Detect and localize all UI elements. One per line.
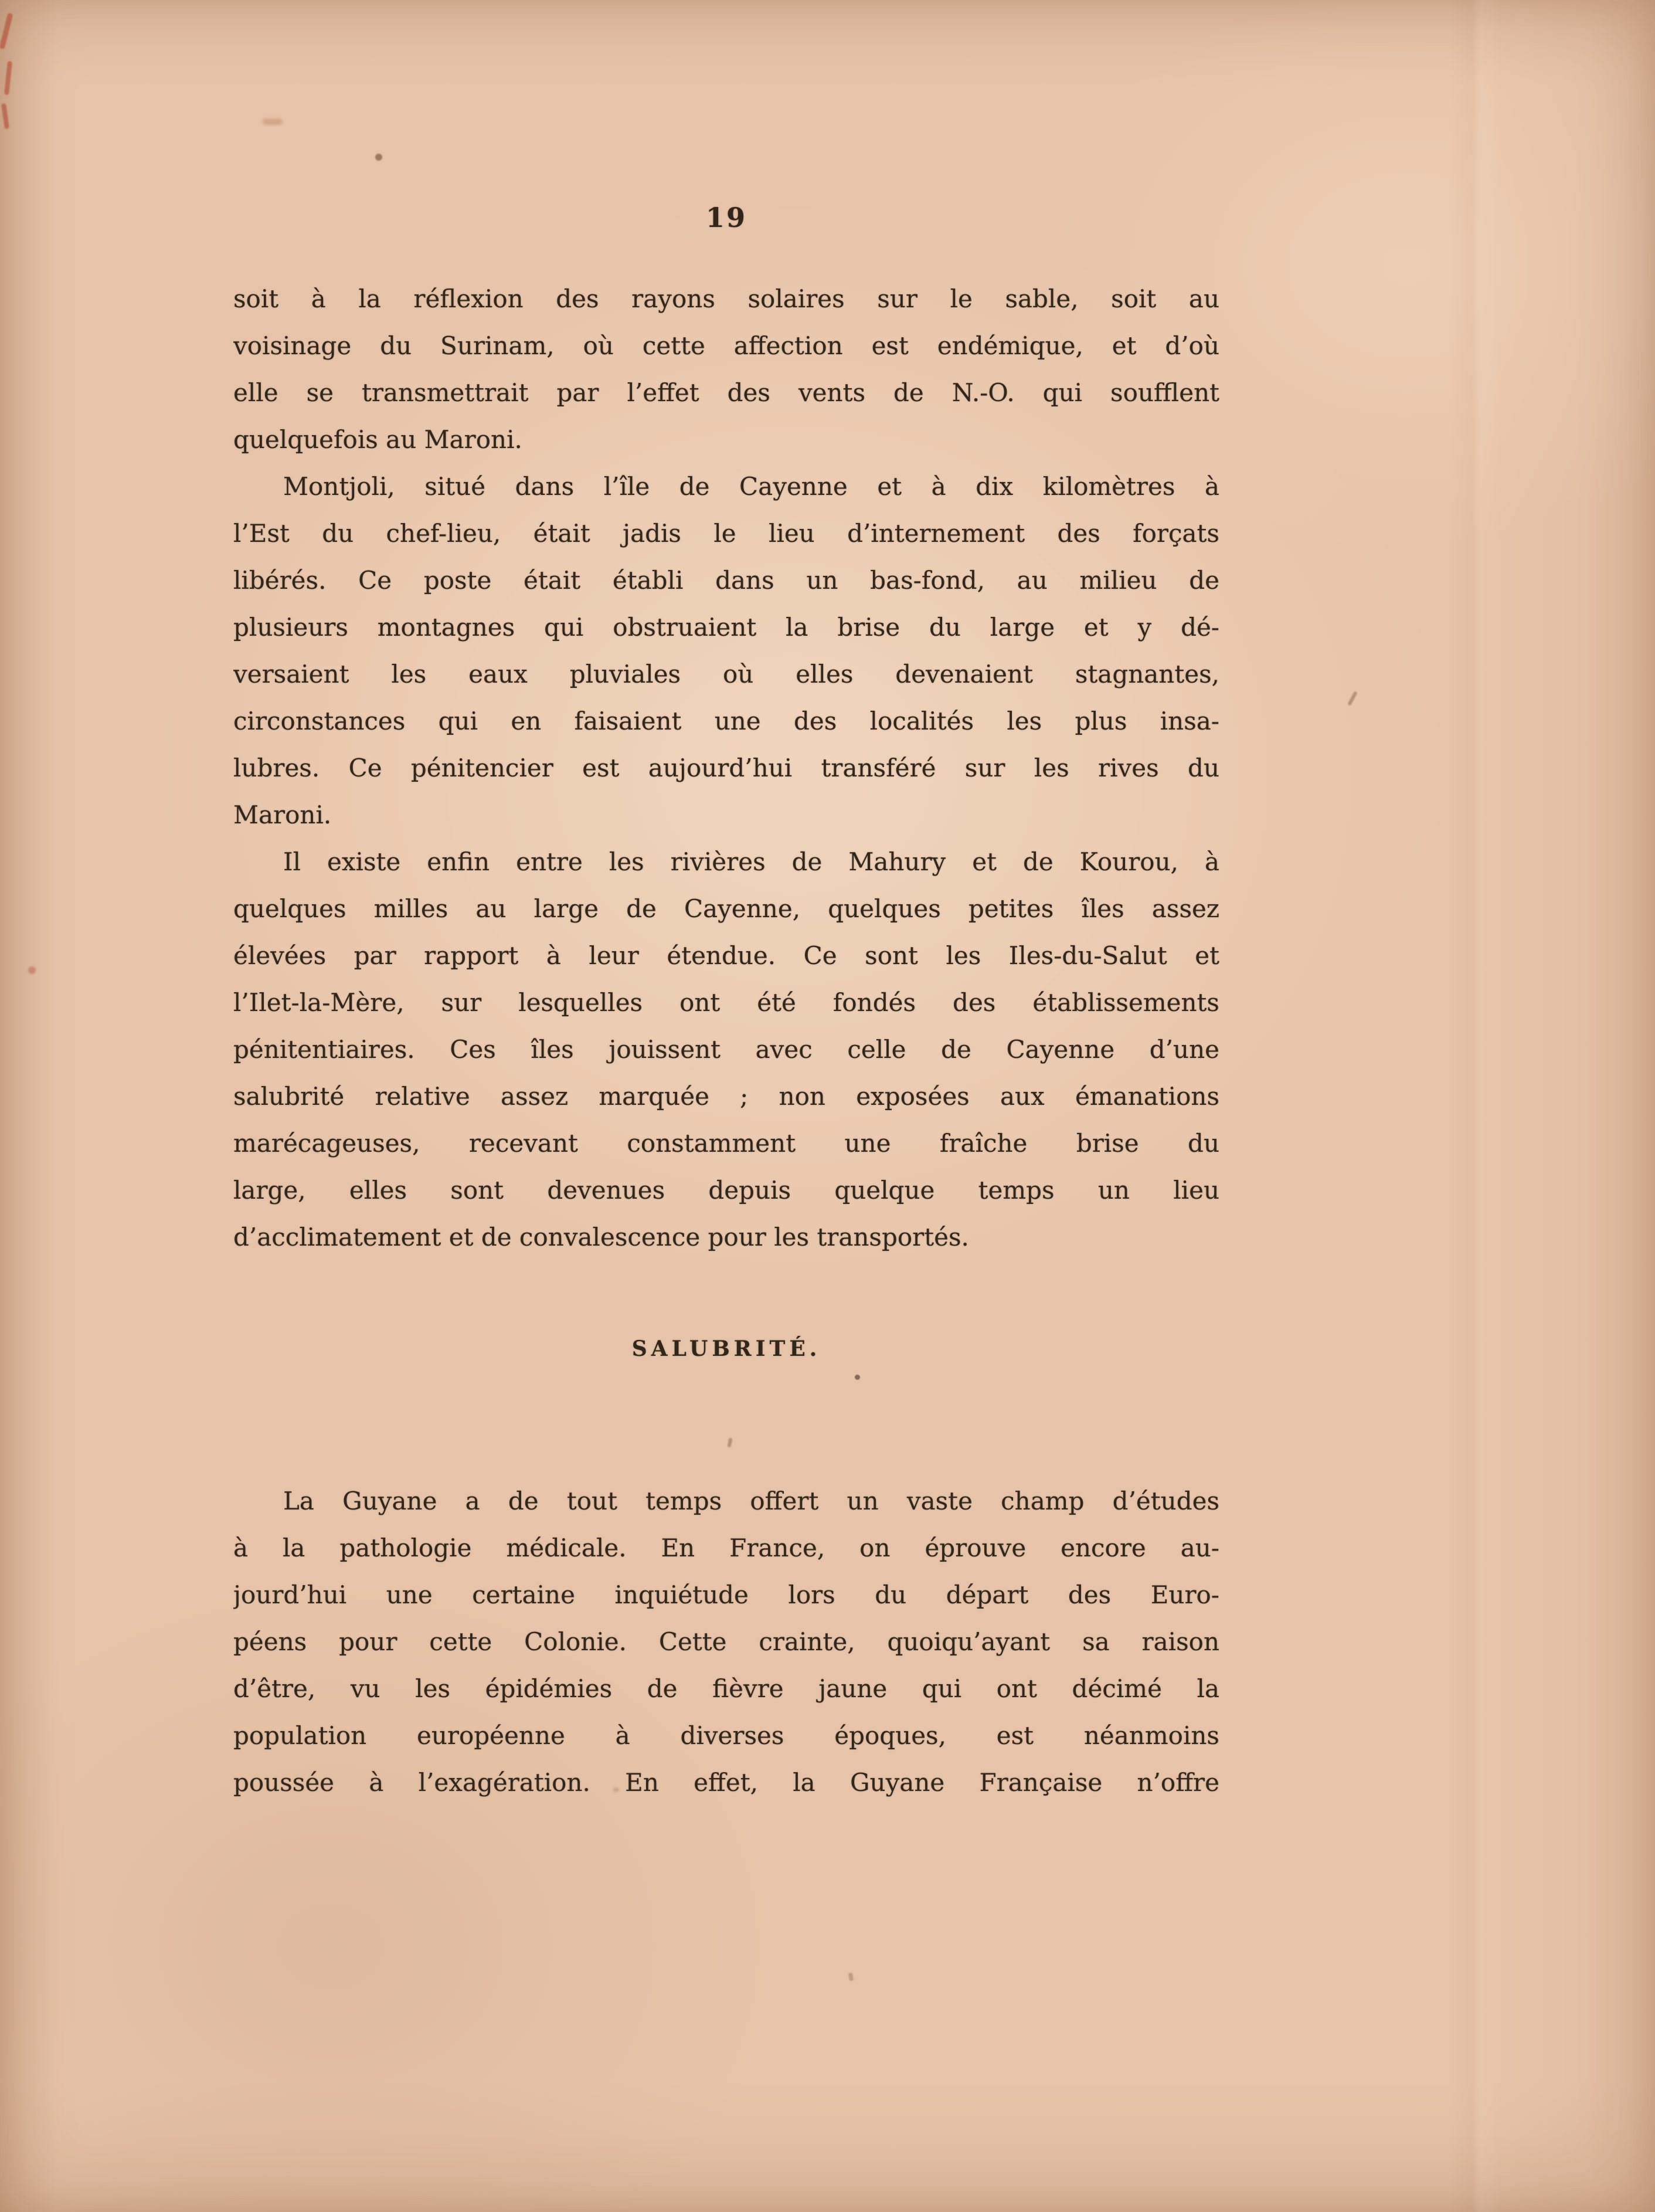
text-line: élevées par rapport à leur étendue. Ce sont les Iles-du-Salut et bbox=[233, 941, 1219, 970]
section-heading: SALUBRITÉ. bbox=[631, 1336, 821, 1361]
text-line: quelquefois au Maroni. bbox=[233, 425, 522, 454]
text-line: à la pathologie médicale. En France, on éprouve encore au- bbox=[233, 1534, 1219, 1562]
paper-smudge bbox=[263, 118, 283, 125]
text-line: La Guyane a de tout temps offert un vaste champ d’études bbox=[283, 1487, 1219, 1515]
page-number: 19 bbox=[705, 202, 747, 233]
text-line: voisinage du Surinam, où cette affection est endémique, et d’où bbox=[233, 331, 1219, 360]
text-line: circonstances qui en faisaient une des localités les plus insa- bbox=[233, 707, 1219, 735]
text-line: jourd’hui une certaine inquiétude lors du départ des Euro- bbox=[233, 1580, 1219, 1609]
text-line: elle se transmettrait par l’effet des vents de N.-O. qui soufflent bbox=[233, 378, 1219, 407]
red-pencil-mark bbox=[1, 103, 9, 130]
text-line: salubrité relative assez marquée ; non exposées aux émanations bbox=[233, 1082, 1219, 1111]
paper-crease bbox=[1448, 0, 1501, 2212]
body-text-upper bbox=[233, 276, 1219, 1261]
text-line: quelques milles au large de Cayenne, quelques petites îles assez bbox=[233, 894, 1219, 923]
text-line: l’Ilet-la-Mère, sur lesquelles ont été fondés des établissements bbox=[233, 988, 1219, 1017]
text-line: marécageuses, recevant constamment une fraîche brise du bbox=[233, 1129, 1219, 1158]
text-line: lubres. Ce pénitencier est aujourd’hui transféré sur les rives du bbox=[233, 754, 1219, 782]
text-line: Il existe enfin entre les rivières de Mahury et de Kourou, à bbox=[283, 847, 1219, 876]
red-pencil-mark bbox=[0, 13, 13, 49]
text-line: Maroni. bbox=[233, 800, 332, 829]
paragraph bbox=[233, 1478, 1219, 1806]
text-column bbox=[233, 276, 1219, 1806]
text-line: d’être, vu les épidémies de fièvre jaune qui ont décimé la bbox=[233, 1674, 1219, 1703]
ink-speck bbox=[848, 1972, 854, 1981]
text-line: libérés. Ce poste était établi dans un bas-fond, au milieu de bbox=[233, 566, 1219, 595]
text-line: d’acclimatement et de convalescence pour les transportés. bbox=[233, 1223, 969, 1251]
text-line: soit à la réflexion des rayons solaires sur le sable, soit au bbox=[233, 284, 1219, 313]
text-line: population européenne à diverses époques, est néanmoins bbox=[233, 1721, 1219, 1750]
text-line: poussée à l’exagération. En effet, la Guyane Française n’offre bbox=[233, 1768, 1219, 1797]
ink-speck bbox=[375, 154, 382, 161]
text-line: large, elles sont devenues depuis quelque temps un lieu bbox=[233, 1176, 1219, 1205]
text-line: Montjoli, situé dans l’île de Cayenne et à dix kilomètres à bbox=[283, 472, 1219, 501]
body-text-lower bbox=[233, 1478, 1219, 1806]
paragraph bbox=[233, 276, 1219, 463]
text-line: versaient les eaux pluviales où elles devenaient stagnantes, bbox=[233, 660, 1219, 688]
text-line: plusieurs montagnes qui obstruaient la brise du large et y dé- bbox=[233, 613, 1219, 642]
red-pencil-mark bbox=[4, 61, 12, 96]
red-speck bbox=[28, 966, 36, 974]
text-line: péens pour cette Colonie. Cette crainte, quoiqu’ayant sa raison bbox=[233, 1627, 1219, 1656]
text-line: pénitentiaires. Ces îles jouissent avec celle de Cayenne d’une bbox=[233, 1035, 1219, 1064]
paragraph bbox=[233, 463, 1219, 839]
paragraph bbox=[233, 839, 1219, 1261]
text-line: l’Est du chef-lieu, était jadis le lieu d’internement des forçats bbox=[233, 519, 1219, 548]
ink-speck bbox=[1347, 691, 1358, 706]
